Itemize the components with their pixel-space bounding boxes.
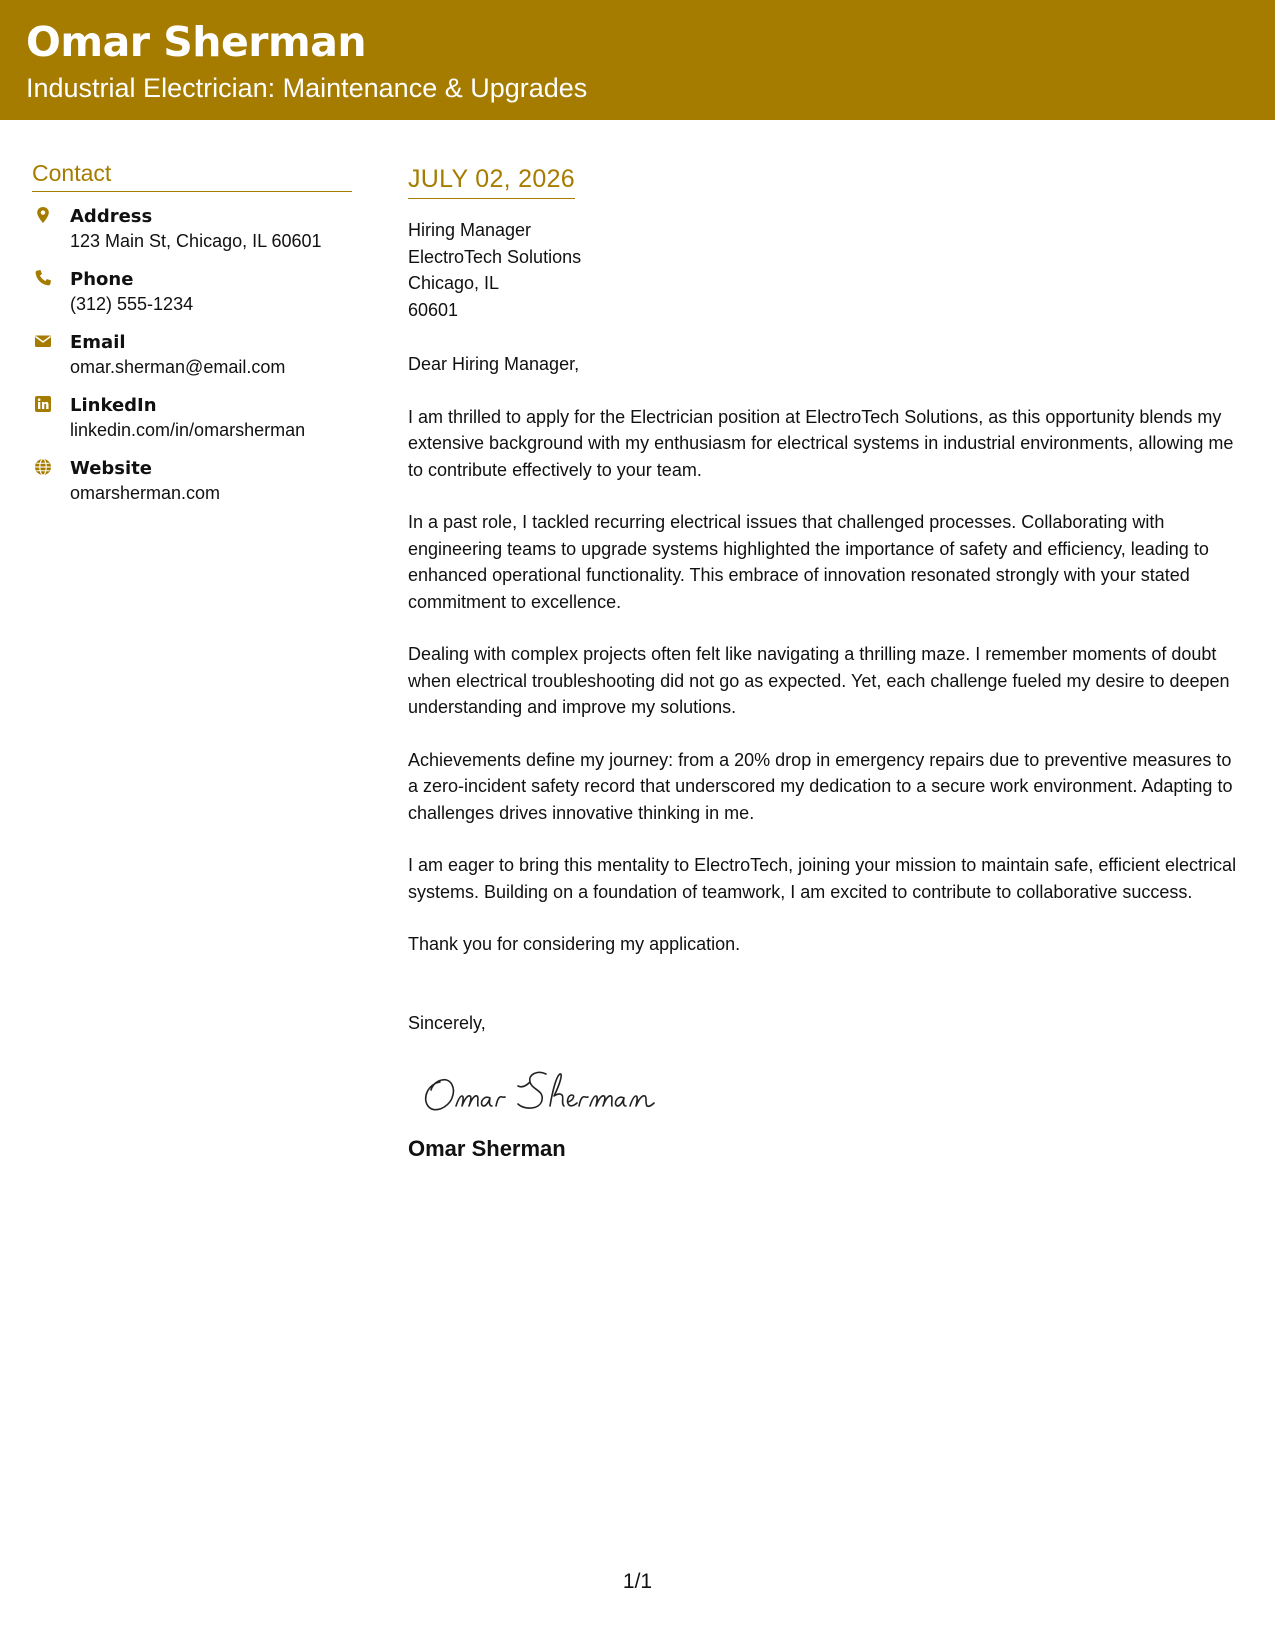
letter-date: JULY 02, 2026: [408, 164, 575, 199]
signed-name: Omar Sherman: [408, 1136, 566, 1161]
linkedin-value: linkedin.com/in/omarsherman: [70, 419, 306, 440]
envelope-icon: [34, 332, 52, 350]
contact-label: LinkedIn: [70, 394, 157, 416]
recipient-name: Hiring Manager: [408, 220, 532, 240]
contact-heading: Contact: [32, 160, 352, 192]
contact-item-website: [32, 456, 352, 519]
phone-icon: [34, 269, 52, 287]
job-title: Industrial Electrician: Maintenance & Upgrades: [26, 73, 588, 103]
recipient-zip: 60601: [408, 299, 459, 320]
phone-value: (312) 555-1234: [70, 293, 194, 314]
linkedin-icon: [34, 395, 52, 413]
page-number: 1/1: [622, 1570, 653, 1593]
closing: Sincerely,: [408, 1012, 486, 1033]
applicant-name: Omar Sherman: [26, 18, 367, 66]
paragraph: I am thrilled to apply for the Electrician position at ElectroTech Solutions, as this opportunity blends my extensive background with my enthusiasm for electrical systems in industrial environments, allowing me to contribute effectively to your team.: [408, 406, 1234, 480]
paragraph: Dealing with complex projects often felt like navigating a thrilling maze. I remember moments of doubt when electrical troubleshooting did not go as expected. Yet, each challenge fueled my desire to deepen understanding and improve my solutions.: [408, 644, 1230, 717]
contact-item-address: [32, 204, 352, 267]
handwritten-signature: [418, 1060, 668, 1120]
recipient-block: [408, 217, 1243, 323]
contact-sidebar: [32, 160, 352, 519]
contact-item-phone: [32, 267, 352, 330]
recipient-city: Chicago, IL: [408, 273, 500, 293]
contact-label: Email: [70, 331, 126, 353]
greeting: Dear Hiring Manager,: [408, 354, 580, 374]
paragraph: I am eager to bring this mentality to ElectroTech, joining your mission to maintain safe, efficient electrical systems. Building on a foundation of teamwork, I am excited to contribute to collaborative success.: [408, 855, 1237, 902]
map-pin-icon: [34, 206, 52, 224]
contact-list: [32, 204, 352, 519]
website-value: omarsherman.com: [70, 482, 221, 503]
contact-label: Address: [70, 205, 153, 227]
header-banner: [0, 0, 1275, 120]
contact-label: Phone: [70, 268, 134, 290]
contact-item-email: [32, 330, 352, 393]
paragraph: In a past role, I tackled recurring electrical issues that challenged processes. Collaborating with engineering teams to upgrade systems highlighted the importance of safety and efficiency, leading to enhanced operational functionality. This embrace of innovation resonated strongly with your stated commitment to excellence.: [408, 512, 1209, 612]
paragraph: Achievements define my journey: from a 20% drop in emergency repairs due to preventive measures to a zero-incident safety record that underscored my dedication to a secure work environment. Adapting to challenges drives innovative thinking in me.: [408, 749, 1233, 823]
globe-icon: [34, 458, 52, 476]
contact-label: Website: [70, 457, 153, 479]
address-value: 123 Main St, Chicago, IL 60601: [70, 230, 322, 251]
recipient-company: ElectroTech Solutions: [408, 246, 582, 267]
letter-body: [408, 164, 1243, 1162]
paragraph: Thank you for considering my application.: [408, 934, 741, 954]
contact-item-linkedin: [32, 393, 352, 456]
email-value: omar.sherman@email.com: [70, 356, 286, 377]
